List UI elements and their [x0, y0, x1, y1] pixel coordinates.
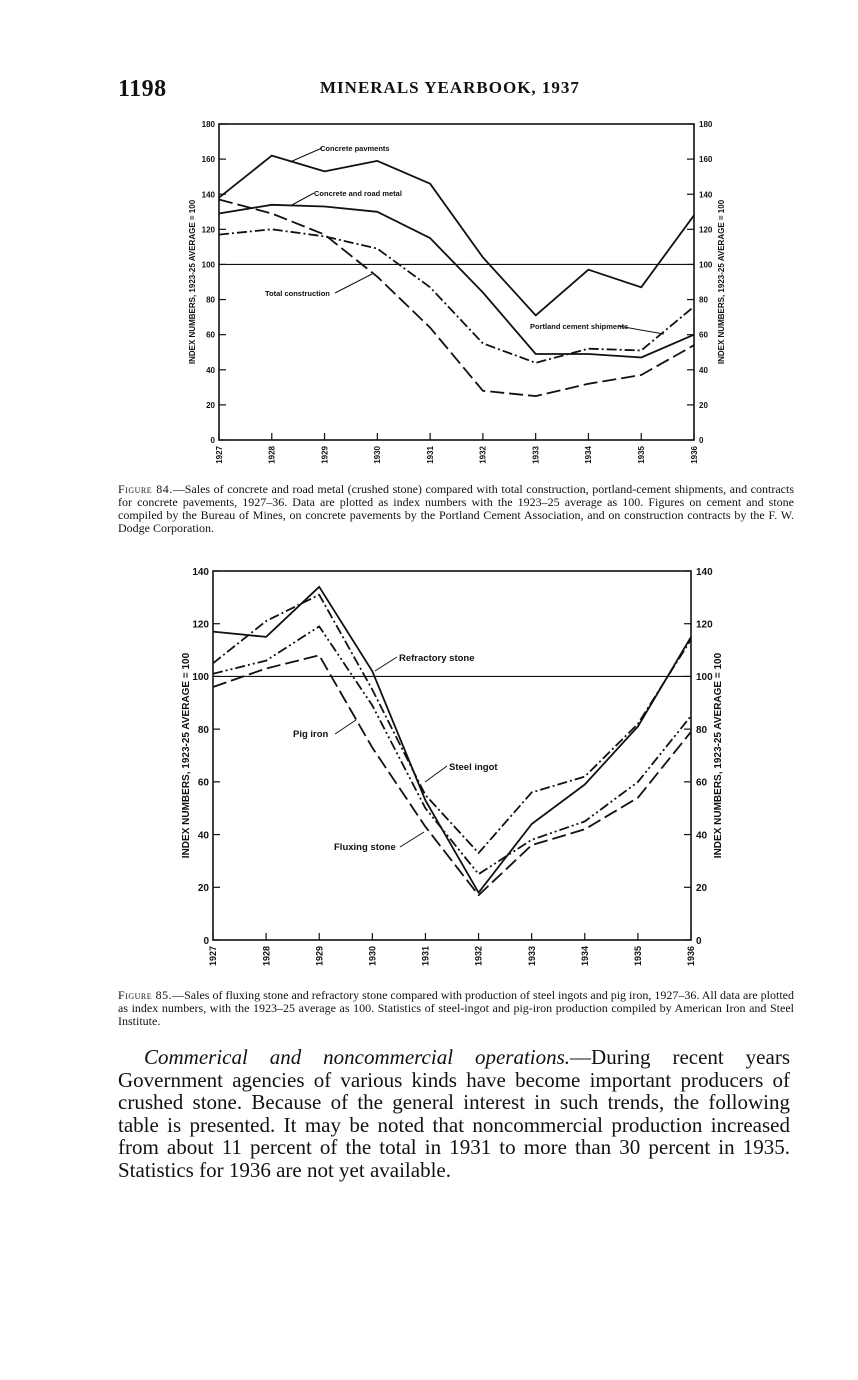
chart2-x-tick-label: 1932 [473, 946, 484, 967]
chart2-y-tick-label: 80 [197, 724, 209, 736]
figure-84-caption [118, 483, 794, 535]
chart2-leader-refractory-stone [375, 657, 397, 671]
chart2-label-pig-iron: Pig iron [293, 729, 329, 740]
chart1-y-tick-label-right: 40 [699, 365, 708, 375]
chart1-leader-total-construction [335, 274, 372, 293]
chart1-x-tick-label: 1936 [689, 446, 699, 464]
chart2-x-tick-label: 1930 [367, 946, 378, 967]
chart2-y-tick-label-right: 100 [696, 672, 713, 684]
chart2-x-tick-label: 1929 [314, 946, 325, 967]
chart2-y-tick-label: 100 [192, 672, 209, 684]
figure-85-text: —Sales of fluxing stone and refractory stone compared with production of steel ingots and pig iron, 1927–36. All data are plotted as index numbers, with the 1923–25 average as 100. Statistics of steel-ingot and pig-iron production compiled by American Iron and Steel Institute. [118, 988, 794, 1028]
chart2-y-tick-label: 120 [192, 619, 209, 631]
chart2-y-tick-label-right: 120 [696, 619, 713, 631]
chart2-y-tick-label: 0 [203, 935, 209, 947]
chart2-y-tick-label-right: 60 [696, 777, 708, 789]
chart2-x-tick-label: 1935 [633, 946, 644, 967]
chart1-label-total-construction: Total construction [265, 289, 330, 298]
chart1-y-tick-label-right: 120 [699, 225, 713, 235]
chart2-x-tick-label: 1933 [526, 946, 537, 967]
chart2-x-tick-label: 1934 [579, 946, 590, 967]
chart1-y-axis-title: INDEX NUMBERS, 1923-25 AVERAGE = 100 [188, 199, 197, 365]
chart1-y-tick-label-right: 100 [699, 260, 713, 270]
chart1-y-tick-label: 0 [210, 436, 215, 446]
chart1-x-tick-label: 1928 [267, 446, 277, 464]
chart2-y-tick-label: 20 [197, 883, 209, 895]
chart1-x-tick-label: 1932 [478, 446, 488, 464]
chart1-x-tick-label: 1934 [584, 446, 594, 464]
chart2-y-tick-label: 40 [197, 830, 209, 842]
chart2-x-tick-label: 1931 [420, 946, 431, 967]
chart2-x-tick-label: 1936 [686, 946, 697, 967]
chart2-x-tick-label: 1928 [261, 946, 272, 967]
chart1-x-tick-label: 1935 [637, 446, 647, 464]
body-lead: Commerical and noncommercial operations. [144, 1045, 571, 1069]
chart2-series-refractory-stone [213, 587, 691, 893]
chart1-y-tick-label-right: 140 [699, 190, 713, 200]
chart1-y-tick-label: 80 [206, 295, 215, 305]
chart2-y-axis-title-right: INDEX NUMBERS, 1923-25 AVERAGE = 100 [713, 652, 724, 859]
chart2-label-refractory-stone: Refractory stone [399, 653, 475, 664]
chart2-y-tick-label-right: 0 [696, 935, 702, 947]
figure-84-text: —Sales of concrete and road metal (crushed stone) compared with total construction, portland-cement shipments, and contracts for concrete pavements, 1927–36. Data are plotted as index numbers with the 1923–25 average as 100. Figures on cement and stone compiled by the Bureau of Mines, on concrete pavements by the Portland Cement Association, and on construction contracts by the F. W. Dodge Corporation. [118, 482, 794, 535]
chart1-y-tick-label: 20 [206, 400, 215, 410]
chart2-y-tick-label-right: 140 [696, 566, 713, 578]
chart1-y-tick-label: 160 [201, 155, 215, 165]
figure-85-caption [118, 989, 794, 1028]
chart1-y-tick-label-right: 20 [699, 400, 708, 410]
chart1-label-concrete-pavments: Concrete pavments [320, 144, 390, 153]
chart1-y-tick-label: 140 [201, 190, 215, 200]
chart2-plot-frame [213, 571, 691, 940]
chart2-x-tick-label: 1927 [208, 946, 219, 967]
chart1-x-tick-label: 1927 [214, 446, 224, 464]
figure-84-svg [0, 110, 858, 480]
chart1-y-tick-label-right: 180 [699, 120, 713, 130]
chart2-y-tick-label: 140 [192, 566, 209, 578]
chart1-x-tick-label: 1929 [320, 446, 330, 464]
chart1-y-tick-label-right: 80 [699, 295, 708, 305]
chart1-y-tick-label-right: 0 [699, 436, 704, 446]
chart1-x-tick-label: 1933 [531, 446, 541, 464]
chart1-x-tick-label: 1931 [425, 446, 435, 464]
figure-84-chart [0, 110, 858, 480]
chart2-series-steel-ingot [213, 595, 691, 853]
chart1-y-tick-label-right: 160 [699, 155, 713, 165]
chart2-label-steel-ingot: Steel ingot [449, 762, 498, 773]
chart1-label-portland-cement-shipments: Portland cement shipments [530, 322, 629, 331]
chart2-y-axis-title: INDEX NUMBERS, 1923-25 AVERAGE = 100 [181, 652, 192, 859]
chart2-series-fluxing-stone [213, 655, 691, 895]
chart2-y-tick-label: 60 [197, 777, 209, 789]
chart2-y-tick-label-right: 20 [696, 883, 708, 895]
figure-85-chart [0, 560, 858, 980]
figure-84-label: Figure 84. [118, 482, 173, 496]
chart2-leader-steel-ingot [425, 766, 447, 782]
figure-85-label: Figure 85. [118, 988, 173, 1002]
chart1-y-tick-label: 180 [201, 120, 215, 130]
chart2-leader-fluxing-stone [400, 832, 424, 847]
chart1-x-tick-label: 1930 [373, 446, 383, 464]
chart1-y-tick-label: 120 [201, 225, 215, 235]
chart2-leader-pig-iron [335, 720, 356, 734]
chart1-y-axis-title-right: INDEX NUMBERS, 1923-25 AVERAGE = 100 [717, 199, 726, 365]
chart2-label-fluxing-stone: Fluxing stone [334, 842, 396, 853]
chart1-label-concrete-and-road-metal: Concrete and road metal [314, 189, 402, 198]
body-text: —During recent years Government agencies of various kinds have become important producers of crushed stone. Because of the general interest in such trends, the following table is presented. It may be noted that noncommercial production increased from about 11 percent of the total in 1931 to more than 30 percent in 1935. Statistics for 1936 are not yet available. [118, 1045, 790, 1182]
figure-85-svg [0, 560, 858, 980]
chart1-y-tick-label-right: 60 [699, 330, 708, 340]
chart1-leader-concrete-and-road-metal [290, 193, 314, 206]
chart2-y-tick-label-right: 80 [696, 724, 708, 736]
page-number: 1198 [118, 76, 167, 102]
running-head: MINERALS YEARBOOK, 1937 [320, 78, 580, 97]
chart1-y-tick-label: 40 [206, 365, 215, 375]
chart1-leader-concrete-pavments [290, 148, 322, 162]
body-paragraph [118, 1046, 790, 1181]
chart1-y-tick-label: 60 [206, 330, 215, 340]
chart2-y-tick-label-right: 40 [696, 830, 708, 842]
chart1-y-tick-label: 100 [201, 260, 215, 270]
